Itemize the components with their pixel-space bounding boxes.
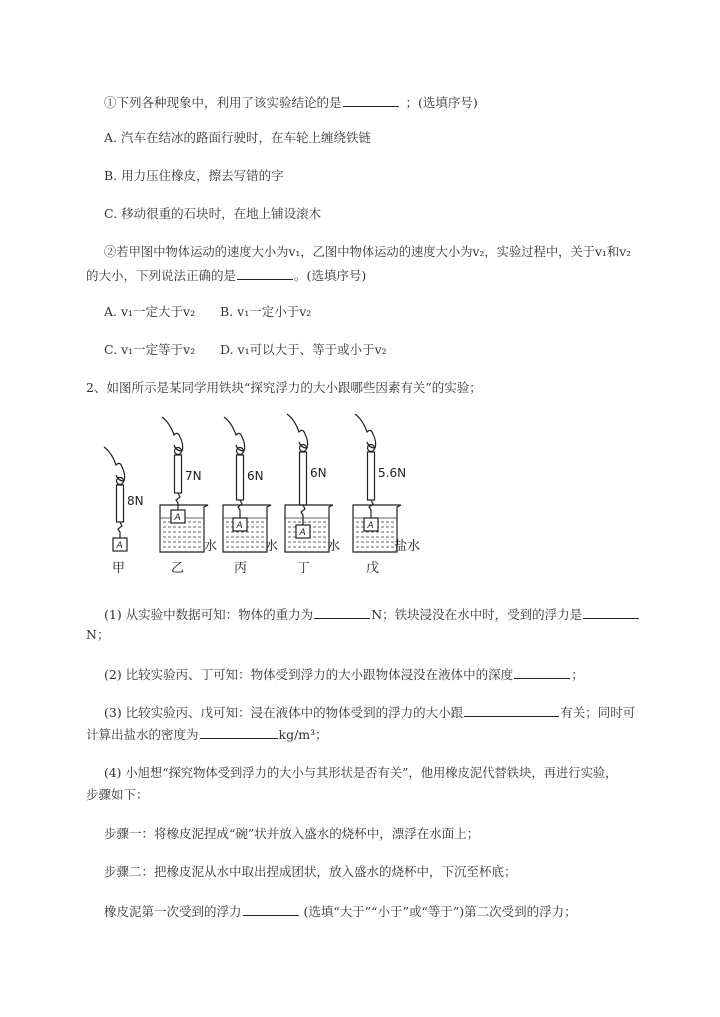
- scale-reading: 6N: [247, 469, 264, 483]
- setup-label: 甲: [112, 561, 126, 576]
- scale-reading: 8N: [127, 494, 144, 508]
- spring-scale: [300, 452, 307, 505]
- block-label: A: [367, 521, 374, 531]
- option-c: C. v₁一定等于v₂: [104, 342, 196, 357]
- liquid-label: 水: [265, 539, 279, 554]
- prompt-suffix: ；: [571, 667, 584, 682]
- q2-part3-line2: [86, 725, 328, 743]
- scale-reading: 7N: [185, 469, 202, 483]
- hand-icon: [287, 414, 308, 448]
- prompt-text: N；铁块浸没在水中时，受到的浮力是: [371, 607, 583, 622]
- q2-part3: [104, 703, 635, 721]
- option-a: A. v₁一定大于v₂: [104, 304, 196, 319]
- q2-part1-unit: N；: [86, 627, 110, 642]
- liquid-label: 水: [327, 539, 341, 554]
- liquid-label: 盐水: [394, 539, 421, 554]
- prompt-suffix: ；(选填序号): [405, 95, 478, 110]
- factor-blank[interactable]: [464, 703, 559, 717]
- hand-icon: [355, 414, 376, 448]
- scale-hook: [238, 500, 242, 518]
- scale-hook: [118, 522, 122, 538]
- block-label: A: [174, 513, 181, 523]
- setup-label: 丁: [297, 561, 311, 576]
- scale-reading: 6N: [310, 466, 327, 480]
- buoyancy-blank[interactable]: [583, 605, 639, 619]
- hand-icon: [224, 417, 245, 451]
- scale-hook: [176, 493, 180, 510]
- compare-blank[interactable]: [243, 902, 299, 916]
- option-a: A. 汽车在结冰的路面行驶时，在车轮上缠绕铁链: [104, 130, 371, 145]
- prompt-text: 橡皮泥第一次受到的浮力: [104, 904, 242, 919]
- hand-icon: [162, 417, 183, 451]
- q1-sub2-line1: ②若甲图中物体运动的速度大小为v₁，乙图中物体运动的速度大小为v₂，实验过程中，关于v₁和v₂: [104, 245, 632, 259]
- option-d: D. v₁可以大于、等于或小于v₂: [220, 342, 387, 357]
- liquid-label: 水: [204, 539, 218, 554]
- prompt-text: (选填“大于”“小于”或“等于”)第二次受到的浮力；: [303, 904, 577, 919]
- step-two: 步骤二：把橡皮泥从水中取出捏成团状，放入盛水的烧杯中，下沉至杯底；: [104, 864, 517, 879]
- q2-part4-line2: 步骤如下：: [86, 787, 149, 802]
- weight-blank[interactable]: [314, 605, 370, 619]
- setup-label: 乙: [171, 561, 185, 576]
- question-2-title: 2、如图所示是某同学用铁块“探究浮力的大小跟哪些因素有关”的实验；: [86, 380, 482, 395]
- block-label: A: [299, 528, 306, 538]
- q2-final: [104, 902, 577, 920]
- prompt-text: (3) 比较实验丙、戊可知：浸在液体中的物体受到的浮力的大小跟: [104, 705, 464, 720]
- option-c: C. 移动很重的石块时，在地上铺设滚木: [104, 206, 322, 221]
- depth-blank[interactable]: [514, 665, 570, 679]
- q2-part2: [104, 665, 584, 683]
- prompt-text: 计算出盐水的密度为: [86, 727, 199, 742]
- prompt-text: (1) 从实验中数据可知：物体的重力为: [104, 607, 314, 622]
- step-one: 步骤一：将橡皮泥捏成“碗”状并放入盛水的烧杯中，漂浮在水面上；: [104, 826, 480, 841]
- option-b: B. v₁一定小于v₂: [220, 304, 312, 319]
- prompt-text: (2) 比较实验丙、丁可知：物体受到浮力的大小跟物体浸没在液体中的深度: [104, 667, 514, 682]
- spring-scale: [175, 455, 182, 493]
- scale-reading: 5.6N: [378, 466, 407, 480]
- density-blank[interactable]: [200, 725, 278, 739]
- spring-scale: [237, 455, 244, 500]
- hand-icon: [104, 447, 125, 481]
- option-b: B. 用力压住橡皮，擦去写错的字: [104, 168, 284, 183]
- prompt-text: 有关；同时可: [560, 705, 636, 720]
- setup-label: 戊: [366, 561, 380, 576]
- q2-part1: [104, 605, 640, 623]
- prompt-suffix: 。(选填序号): [294, 268, 367, 283]
- scale-hook: [369, 500, 373, 518]
- prompt-text: 的大小，下列说法正确的是: [86, 268, 237, 283]
- prompt-text: ①下列各种现象中，利用了该实验结论的是: [104, 95, 342, 110]
- setup-label: 丙: [234, 561, 248, 576]
- q2-part4: (4) 小旭想“探究物体受到浮力的大小与其形状是否有关”，他用橡皮泥代替铁块，再进行实验，: [104, 766, 618, 780]
- block-label: A: [236, 521, 243, 531]
- block-label: A: [116, 541, 123, 551]
- unit-text: kg/m³；: [278, 727, 328, 742]
- spring-scale: [117, 485, 124, 522]
- spring-scale: [368, 452, 375, 500]
